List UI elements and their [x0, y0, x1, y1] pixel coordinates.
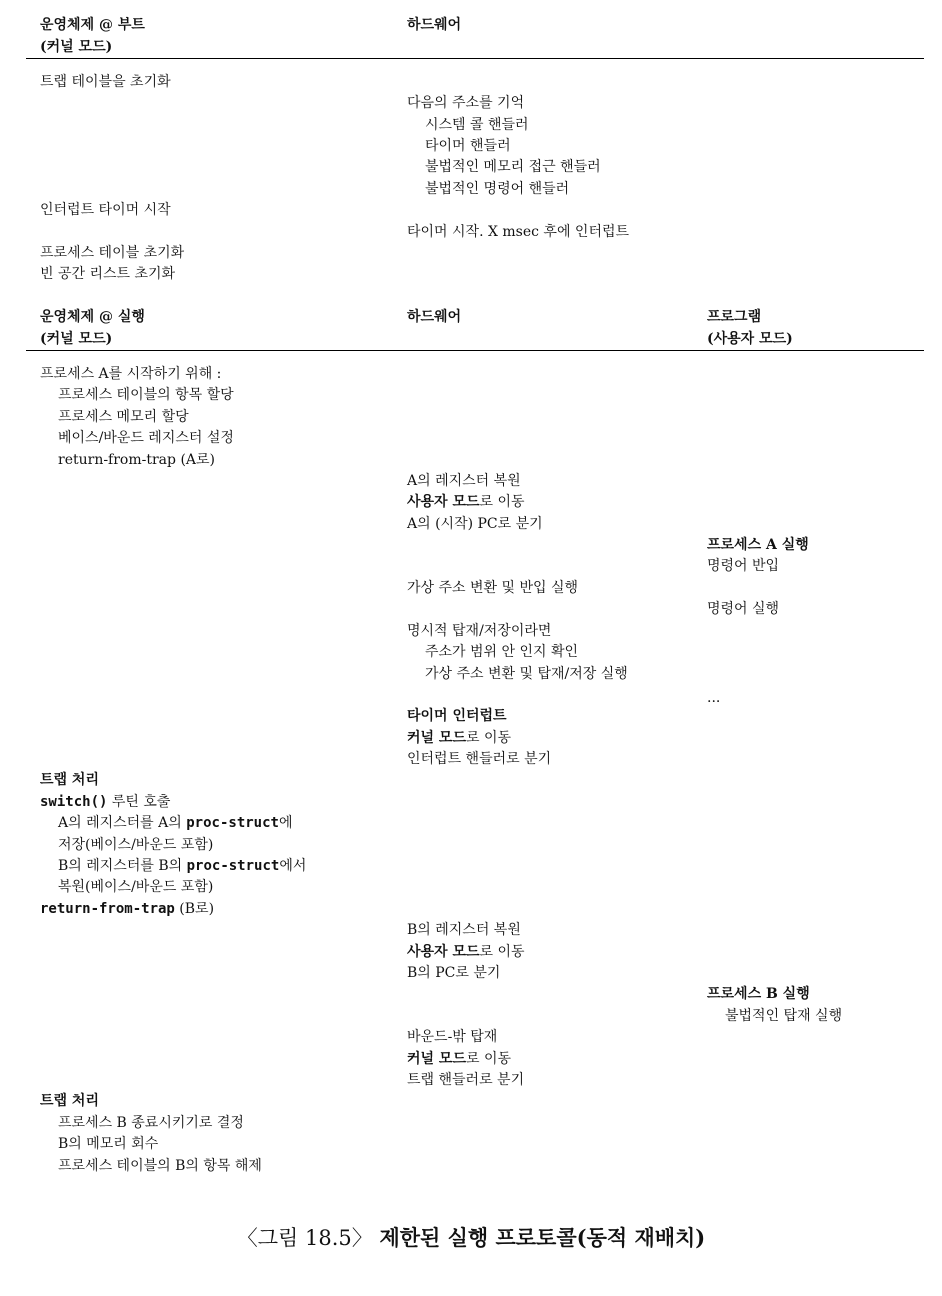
run-os-substep: 저장(베이스/바운드 포함) — [58, 837, 214, 853]
run-os-substep: 베이스/바운드 레지스터 설정 — [58, 430, 234, 446]
run-hw-step: 커널 모드로 이동 — [407, 1051, 512, 1067]
run-os-substep: A의 레지스터를 A의 proc-struct에 — [58, 815, 293, 831]
run-header-rule — [26, 350, 924, 351]
boot-os-step: 트랩 테이블을 초기화 — [40, 74, 171, 90]
kernel-mode-term: 커널 모드 — [407, 1051, 466, 1067]
run-hw-step: 타이머 인터럽트 — [407, 708, 507, 724]
boot-os-header: 운영체제 @ 부트 — [40, 17, 145, 33]
run-hw-step: B의 PC로 분기 — [407, 965, 501, 981]
boot-os-step: 프로세스 테이블 초기화 — [40, 245, 185, 261]
boot-header-rule — [26, 58, 924, 59]
boot-hw-header: 하드웨어 — [407, 17, 462, 33]
run-prog-step: 프로세스 B 실행 — [707, 986, 810, 1002]
figure-caption — [0, 1224, 942, 1252]
run-os-substep: B의 메모리 회수 — [58, 1136, 159, 1152]
run-os-step: 트랩 처리 — [40, 772, 99, 788]
run-os-substep: 프로세스 테이블의 B의 항목 해제 — [58, 1158, 262, 1174]
run-os-substep: 복원(베이스/바운드 포함) — [58, 879, 214, 895]
boot-hw-substep: 타이머 핸들러 — [425, 138, 511, 154]
run-os-step: switch() 루틴 호출 — [40, 794, 171, 810]
proc-struct-code: proc-struct — [186, 815, 279, 831]
boot-hw-substep: 시스템 콜 핸들러 — [425, 117, 529, 133]
figure-number: 〈그림 18.5〉 — [236, 1226, 373, 1250]
switch-code: switch() — [40, 794, 108, 810]
run-hw-substep: 가상 주소 변환 및 탑재/저장 실행 — [425, 666, 628, 682]
proc-struct-code: proc-struct — [186, 858, 280, 874]
run-prog-ellipsis: ... — [707, 690, 721, 706]
boot-hw-substep: 불법적인 메모리 접근 핸들러 — [425, 159, 601, 175]
run-hw-step: A의 (시작) PC로 분기 — [407, 516, 543, 532]
run-prog-step: 명령어 실행 — [707, 601, 780, 617]
return-from-trap-code: return-from-trap — [40, 901, 175, 917]
run-os-substep: 프로세스 테이블의 항목 할당 — [58, 387, 234, 403]
run-prog-substep: 불법적인 탑재 실행 — [725, 1008, 843, 1024]
run-os-step: return-from-trap (B로) — [40, 901, 215, 917]
user-mode-term: 사용자 모드 — [407, 494, 480, 510]
run-prog-step: 명령어 반입 — [707, 558, 780, 574]
run-hw-step: A의 레지스터 복원 — [407, 473, 521, 489]
run-os-substep: return-from-trap (A로) — [58, 452, 216, 468]
boot-hw-step: 다음의 주소를 기억 — [407, 95, 525, 111]
run-hw-step: 트랩 핸들러로 분기 — [407, 1072, 525, 1088]
boot-os-step: 빈 공간 리스트 초기화 — [40, 266, 176, 282]
kernel-mode-term: 커널 모드 — [407, 730, 466, 746]
figure-title: 제한된 실행 프로토콜(동적 재배치) — [379, 1225, 706, 1250]
boot-os-step: 인터럽트 타이머 시작 — [40, 202, 171, 218]
run-os-step: 트랩 처리 — [40, 1093, 99, 1109]
run-hw-step: 사용자 모드로 이동 — [407, 494, 525, 510]
run-os-substep: 프로세스 메모리 할당 — [58, 409, 189, 425]
boot-hw-step: 타이머 시작. X msec 후에 인터럽트 — [407, 224, 630, 240]
run-hw-step: 커널 모드로 이동 — [407, 730, 512, 746]
boot-hw-substep: 불법적인 명령어 핸들러 — [425, 181, 570, 197]
run-hw-step: B의 레지스터 복원 — [407, 922, 521, 938]
run-prog-step: 프로세스 A 실행 — [707, 537, 809, 553]
run-hw-step: 가상 주소 변환 및 반입 실행 — [407, 580, 579, 596]
run-os-header: 운영체제 @ 실행 — [40, 309, 145, 325]
run-hw-step: 사용자 모드로 이동 — [407, 944, 525, 960]
run-os-substep: 프로세스 B 종료시키기로 결정 — [58, 1115, 244, 1131]
run-os-step: 프로세스 A를 시작하기 위해 : — [40, 366, 222, 382]
boot-os-mode: (커널 모드) — [40, 39, 113, 55]
run-os-mode: (커널 모드) — [40, 331, 113, 347]
run-hw-header: 하드웨어 — [407, 309, 462, 325]
run-hw-step: 명시적 탑재/저장이라면 — [407, 623, 552, 639]
run-prog-mode: (사용자 모드) — [707, 331, 793, 347]
run-hw-step: 바운드-밖 탑재 — [407, 1029, 498, 1045]
run-os-substep: B의 레지스터를 B의 proc-struct에서 — [58, 858, 307, 874]
run-prog-header: 프로그램 — [707, 309, 762, 325]
run-hw-step: 인터럽트 핸들러로 분기 — [407, 751, 552, 767]
user-mode-term: 사용자 모드 — [407, 944, 480, 960]
run-hw-substep: 주소가 범위 안 인지 확인 — [425, 644, 579, 660]
